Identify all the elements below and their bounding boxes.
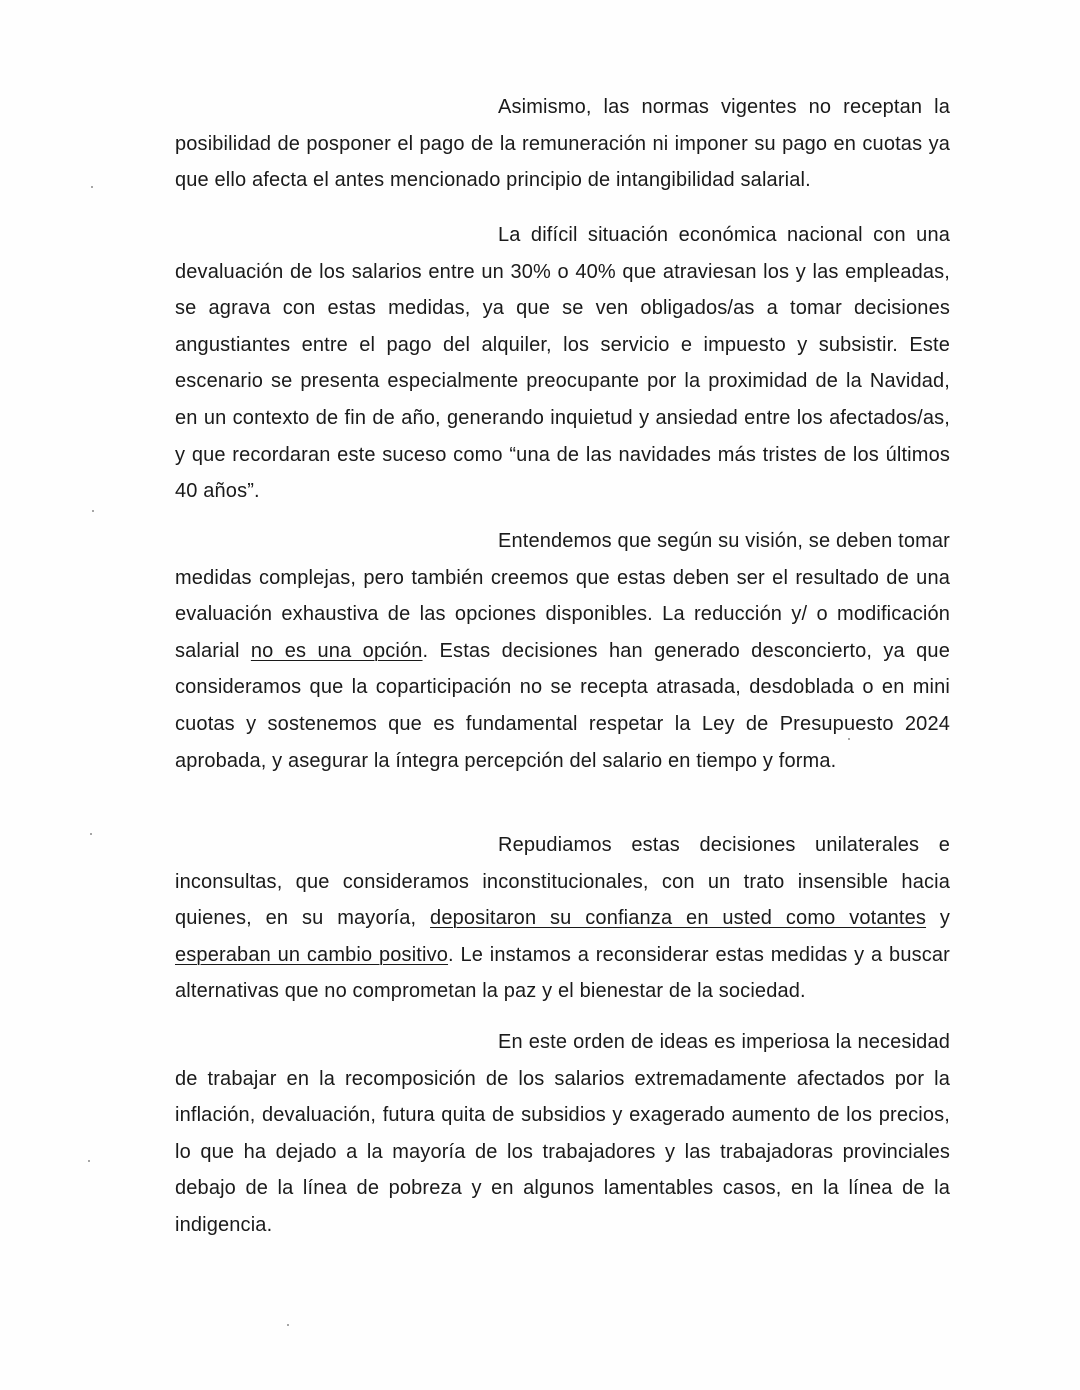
paragraph-economic-situation: [175, 217, 950, 510]
underlined-phrase: no es una opción: [250, 639, 423, 662]
paragraph-text: Repudiamos estas decisiones unilaterales e inconsultas, que consideramos inconstitucionales, con un trato insensible hacia quienes, en su mayoría,: [175, 834, 950, 930]
scan-speck: [88, 1160, 90, 1162]
scan-speck: [90, 833, 92, 835]
paragraph-text: . Estas decisiones han generado desconcierto, ya que consideramos que la coparticipación no se recepta atrasada, desdoblada o en mini cuotas y sostenemos que es fundamental respetar la Ley de Presupuesto 2024 aprobada, y asegurar la íntegra percepción del salario en tiempo y forma.: [175, 639, 950, 772]
paragraph-text: En este orden de ideas es imperiosa la necesidad de trabajar en la recomposición de los salarios extremadamente afectados por la inflación, devaluación, futura quita de subsidios y exagerado aumento de los precios, lo que ha dejado a la mayoría de los trabajadores y las trabajadoras provinciales debajo de la línea de pobreza y en algunos lamentables casos, en la línea de la indigencia.: [175, 1031, 950, 1236]
paragraph-salary-recomposition: [175, 1024, 950, 1244]
underlined-phrase: esperaban un cambio positivo: [175, 943, 449, 966]
paragraph-text: Entendemos que según su visión, se deben tomar medidas complejas, pero también creemos que estas deben ser el resultado de una evaluación exhaustiva de las opciones disponibles. La reducción y/ o modificación salarial: [175, 530, 950, 662]
paragraph-repudiation: [175, 827, 950, 1010]
scan-speck: [91, 186, 93, 188]
paragraph-complex-measures: [175, 523, 950, 779]
scan-speck: [92, 510, 94, 512]
paragraph-text: y: [926, 907, 950, 930]
underlined-phrase: depositaron su confianza en usted como votantes: [430, 907, 927, 930]
scan-speck: [848, 738, 850, 740]
paragraph-text: Asimismo, las normas vigentes no receptan la posibilidad de posponer el pago de la remuneración ni imponer su pago en cuotas ya que ello afecta el antes mencionado principio de intangibilidad salarial.: [175, 96, 950, 192]
paragraph-text: La difícil situación económica nacional con una devaluación de los salarios entre un 30% o 40% que atraviesan los y las empleadas, se agrava con estas medidas, ya que se ven obligados/as a tomar decisiones angustiantes entre el pago del alquiler, los servicio e impuesto y subsistir. Este escenario se presenta especialmente preocupante por la proximidad de la Navidad, en un contexto de fin de año, generando inquietud y ansiedad entre los afectados/as, y que recordaran este suceso como “una de las navidades más tristes de los últimos 40 años”.: [175, 224, 950, 503]
paragraph-norms: [175, 89, 950, 199]
scan-speck: [287, 1324, 289, 1326]
paragraph-text: . Le instamos a reconsiderar estas medidas y a buscar alternativas que no comprometan la paz y el bienestar de la sociedad.: [175, 943, 950, 1003]
